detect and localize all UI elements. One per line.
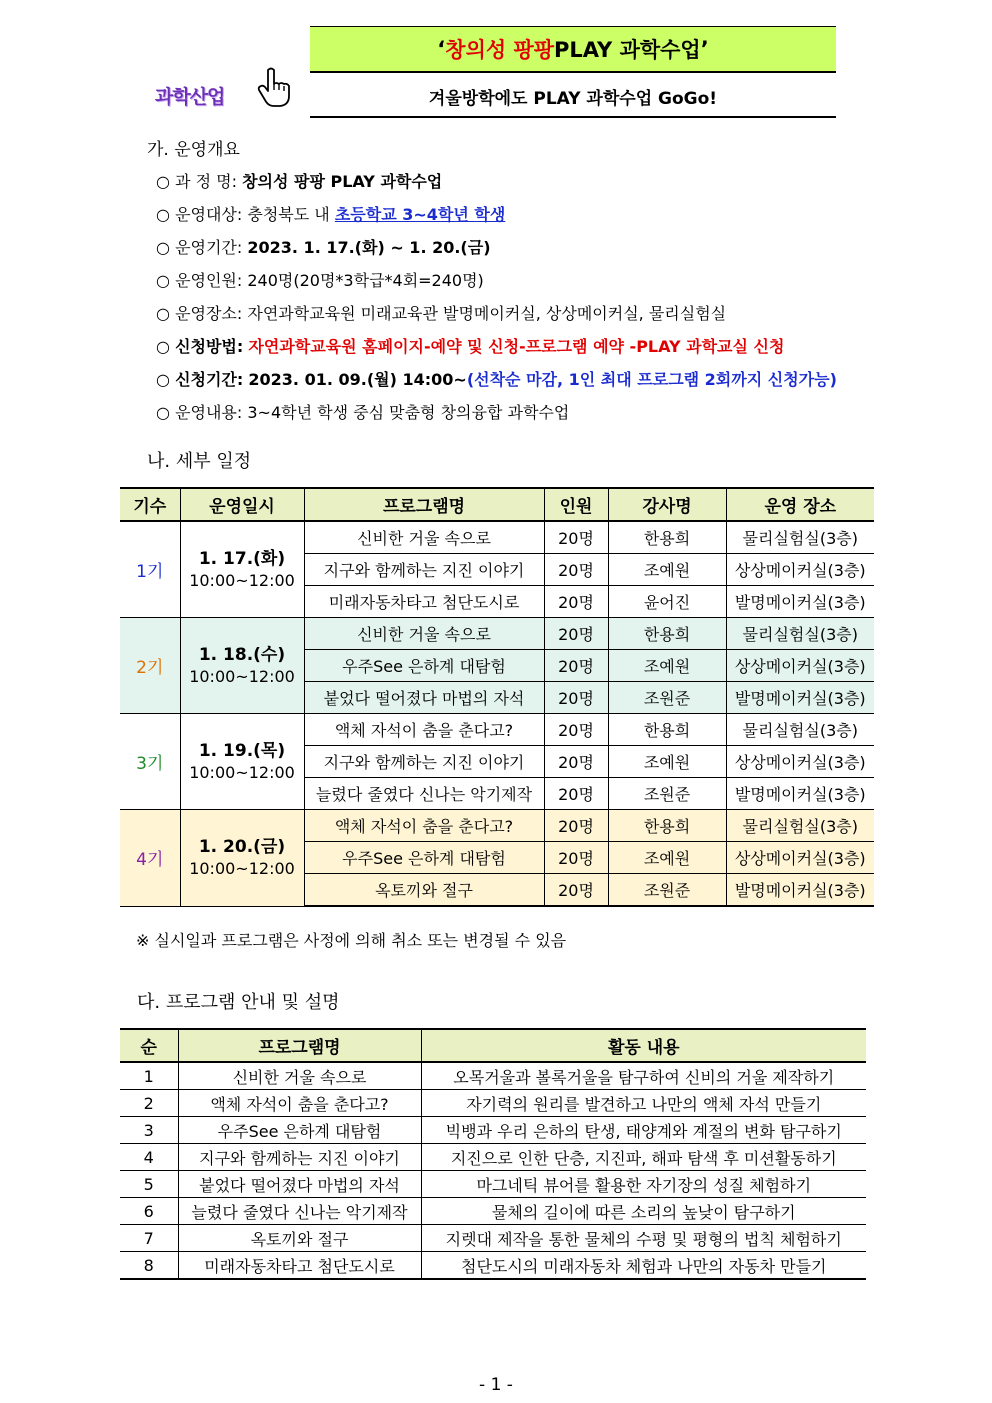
bullet: ○	[156, 403, 170, 422]
bullet: ○	[156, 304, 170, 323]
schedule-row	[120, 521, 874, 554]
place-cell: 물리실험실(3층)	[726, 618, 874, 650]
place-cell: 상상메이커실(3층)	[726, 650, 874, 682]
program-name: 늘렸다 줄였다 신나는 악기제작	[178, 1198, 421, 1225]
count-cell: 20명	[544, 586, 608, 618]
overview-label: 신청방법:	[175, 337, 244, 356]
section-heading-programs: 다. 프로그램 안내 및 설명	[137, 992, 340, 1013]
count-cell: 20명	[544, 554, 608, 586]
bullet: ○	[156, 370, 170, 389]
overview-label: 운영인원:	[175, 271, 243, 290]
place-cell: 물리실험실(3층)	[726, 810, 874, 842]
place-cell: 발명메이커실(3층)	[726, 778, 874, 810]
schedule-column-header: 기수	[120, 488, 180, 521]
page-number: - 1 -	[479, 1375, 513, 1395]
count-cell: 20명	[544, 618, 608, 650]
session-time: 10:00~12:00	[189, 762, 295, 782]
place-cell: 발명메이커실(3층)	[726, 682, 874, 714]
title-open-quote: ‘	[437, 37, 446, 61]
overview-item	[156, 169, 442, 192]
teacher-cell: 조예원	[608, 746, 726, 778]
section-heading-overview: 가. 운영개요	[147, 140, 240, 160]
document-subtitle: 겨울방학에도 PLAY 과학수업 GoGo!	[310, 76, 836, 118]
program-name: 우주See 은하계 대탐험	[178, 1117, 421, 1144]
program-activity: 마그네틱 뷰어를 활용한 자기장의 성질 체험하기	[421, 1171, 866, 1198]
teacher-cell: 한용희	[608, 521, 726, 554]
section-heading-schedule: 나. 세부 일정	[147, 451, 252, 472]
program-activity: 물체의 길이에 따른 소리의 높낮이 탐구하기	[421, 1198, 866, 1225]
overview-item	[156, 202, 505, 225]
schedule-table	[120, 487, 874, 907]
session-time: 10:00~12:00	[189, 858, 295, 878]
overview-value: 자연과학교육원 홈페이지-예약 및 신청-프로그램 예약 -PLAY 과학교실 신청	[248, 337, 785, 356]
program-name: 붙었다 떨어졌다 마법의 자석	[178, 1171, 421, 1198]
program-cell: 지구와 함께하는 지진 이야기	[304, 554, 544, 586]
overview-value: 창의성 팡팡 PLAY 과학수업	[242, 172, 443, 191]
overview-value: 3~4학년 학생 중심 맞춤형 창의융합 과학수업	[247, 403, 570, 422]
schedule-column-header: 운영 장소	[726, 488, 874, 521]
bullet: ○	[156, 205, 170, 224]
program-row	[120, 1198, 866, 1225]
place-cell: 상상메이커실(3층)	[726, 842, 874, 874]
session-date: 1. 19.(목)	[198, 740, 286, 761]
generation-cell: 1기	[120, 521, 180, 618]
program-cell: 액체 자석이 춤을 춘다고?	[304, 714, 544, 746]
teacher-cell: 조예원	[608, 650, 726, 682]
session-time: 10:00~12:00	[189, 666, 295, 686]
schedule-note: ※ 실시일과 프로그램은 사정에 의해 취소 또는 변경될 수 있음	[136, 931, 567, 950]
session-date: 1. 17.(화)	[198, 548, 286, 569]
program-number: 6	[120, 1198, 178, 1225]
program-activity: 오목거울과 볼록거울을 탐구하여 신비의 거울 제작하기	[421, 1062, 866, 1090]
schedule-row	[120, 810, 874, 842]
program-cell: 미래자동차타고 첨단도시로	[304, 586, 544, 618]
overview-item	[156, 268, 484, 291]
place-cell: 물리실험실(3층)	[726, 521, 874, 554]
session-time: 10:00~12:00	[189, 570, 295, 590]
title-rest: PLAY 과학수업	[554, 38, 701, 62]
program-column-header: 프로그램명	[178, 1029, 421, 1062]
count-cell: 20명	[544, 874, 608, 907]
program-row	[120, 1062, 866, 1090]
program-cell: 늘렸다 줄였다 신나는 악기제작	[304, 778, 544, 810]
count-cell: 20명	[544, 714, 608, 746]
overview-value-highlight: 초등학교 3~4학년 학생	[334, 205, 506, 224]
session-date: 1. 18.(수)	[198, 644, 286, 665]
teacher-cell: 한용희	[608, 714, 726, 746]
program-activity: 빅뱅과 우리 은하의 탄생, 태양계와 계절의 변화 탐구하기	[421, 1117, 866, 1144]
place-cell: 상상메이커실(3층)	[726, 746, 874, 778]
count-cell: 20명	[544, 810, 608, 842]
title-close-quote: ’	[700, 37, 709, 61]
overview-value: 2023. 01. 09.(월) 14:00~	[248, 370, 467, 389]
program-cell: 신비한 거울 속으로	[304, 618, 544, 650]
teacher-cell: 조원준	[608, 778, 726, 810]
datetime-cell	[180, 714, 304, 810]
datetime-cell	[180, 521, 304, 618]
program-cell: 우주See 은하계 대탐험	[304, 650, 544, 682]
schedule-row	[120, 618, 874, 650]
generation-cell: 2기	[120, 618, 180, 714]
program-cell: 우주See 은하계 대탐험	[304, 842, 544, 874]
overview-value: 2023. 1. 17.(화) ~ 1. 20.(금)	[247, 238, 491, 257]
program-cell: 액체 자석이 춤을 춘다고?	[304, 810, 544, 842]
schedule-column-header: 운영일시	[180, 488, 304, 521]
count-cell: 20명	[544, 521, 608, 554]
bullet: ○	[156, 238, 170, 257]
teacher-cell: 조원준	[608, 874, 726, 907]
count-cell: 20명	[544, 842, 608, 874]
place-cell: 발명메이커실(3층)	[726, 874, 874, 907]
program-row	[120, 1144, 866, 1171]
program-row	[120, 1225, 866, 1252]
program-cell: 옥토끼와 절구	[304, 874, 544, 907]
datetime-cell	[180, 810, 304, 907]
program-activity: 첨단도시의 미래자동차 체험과 나만의 자동차 만들기	[421, 1252, 866, 1280]
overview-label: 운영기간:	[175, 238, 243, 257]
title-highlight: 창의성 팡팡	[445, 38, 555, 62]
program-cell: 신비한 거울 속으로	[304, 521, 544, 554]
program-activity: 지렛대 제작을 통한 물체의 수평 및 평형의 법칙 체험하기	[421, 1225, 866, 1252]
overview-label: 과 정 명:	[175, 172, 237, 191]
program-number: 1	[120, 1062, 178, 1090]
overview-value-highlight: (선착순 마감, 1인 최대 프로그램 2회까지 신청가능)	[466, 370, 837, 389]
bullet: ○	[156, 172, 170, 191]
program-cell: 지구와 함께하는 지진 이야기	[304, 746, 544, 778]
overview-item	[156, 400, 569, 423]
generation-cell: 3기	[120, 714, 180, 810]
teacher-cell: 조원준	[608, 682, 726, 714]
overview-item	[156, 235, 491, 258]
overview-label: 운영내용:	[175, 403, 243, 422]
program-number: 5	[120, 1171, 178, 1198]
count-cell: 20명	[544, 650, 608, 682]
program-cell: 붙었다 떨어졌다 마법의 자석	[304, 682, 544, 714]
program-name: 신비한 거울 속으로	[178, 1062, 421, 1090]
program-name: 지구와 함께하는 지진 이야기	[178, 1144, 421, 1171]
overview-label: 운영대상:	[175, 205, 243, 224]
program-name: 옥토끼와 절구	[178, 1225, 421, 1252]
teacher-cell: 한용희	[608, 810, 726, 842]
document-title	[310, 26, 836, 73]
program-table	[120, 1028, 866, 1280]
overview-value: 240명(20명*3학급*4회=240명)	[247, 271, 484, 290]
program-number: 8	[120, 1252, 178, 1280]
program-activity: 자기력의 원리를 발견하고 나만의 액체 자석 만들기	[421, 1090, 866, 1117]
place-cell: 상상메이커실(3층)	[726, 554, 874, 586]
program-number: 3	[120, 1117, 178, 1144]
schedule-column-header: 인원	[544, 488, 608, 521]
overview-item	[156, 301, 726, 324]
program-name: 미래자동차타고 첨단도시로	[178, 1252, 421, 1280]
generation-cell: 4기	[120, 810, 180, 907]
program-name: 액체 자석이 춤을 춘다고?	[178, 1090, 421, 1117]
overview-value: 자연과학교육원 미래교육관 발명메이커실, 상상메이커실, 물리실험실	[247, 304, 727, 323]
bullet: ○	[156, 271, 170, 290]
count-cell: 20명	[544, 746, 608, 778]
count-cell: 20명	[544, 682, 608, 714]
session-date: 1. 20.(금)	[198, 836, 286, 857]
program-number: 4	[120, 1144, 178, 1171]
overview-label: 운영장소:	[175, 304, 243, 323]
datetime-cell	[180, 618, 304, 714]
place-cell: 물리실험실(3층)	[726, 714, 874, 746]
teacher-cell: 윤어진	[608, 586, 726, 618]
teacher-cell: 조예원	[608, 842, 726, 874]
bullet: ○	[156, 337, 170, 356]
program-number: 2	[120, 1090, 178, 1117]
program-column-header: 활동 내용	[421, 1029, 866, 1062]
program-row	[120, 1171, 866, 1198]
schedule-column-header: 프로그램명	[304, 488, 544, 521]
overview-item	[156, 367, 837, 390]
teacher-cell: 한용희	[608, 618, 726, 650]
program-row	[120, 1090, 866, 1117]
overview-value: 충청북도 내	[247, 205, 335, 224]
program-row	[120, 1117, 866, 1144]
teacher-cell: 조예원	[608, 554, 726, 586]
overview-label: 신청기간:	[175, 370, 244, 389]
program-row	[120, 1252, 866, 1280]
program-activity: 지진으로 인한 단층, 지진파, 해파 탐색 후 미션활동하기	[421, 1144, 866, 1171]
program-number: 7	[120, 1225, 178, 1252]
place-cell: 발명메이커실(3층)	[726, 586, 874, 618]
overview-item	[156, 334, 784, 357]
schedule-column-header: 강사명	[608, 488, 726, 521]
pointing-hand-icon	[256, 66, 296, 108]
schedule-row	[120, 714, 874, 746]
count-cell: 20명	[544, 778, 608, 810]
program-column-header: 순	[120, 1029, 178, 1062]
logo: 과학산업	[155, 86, 225, 108]
